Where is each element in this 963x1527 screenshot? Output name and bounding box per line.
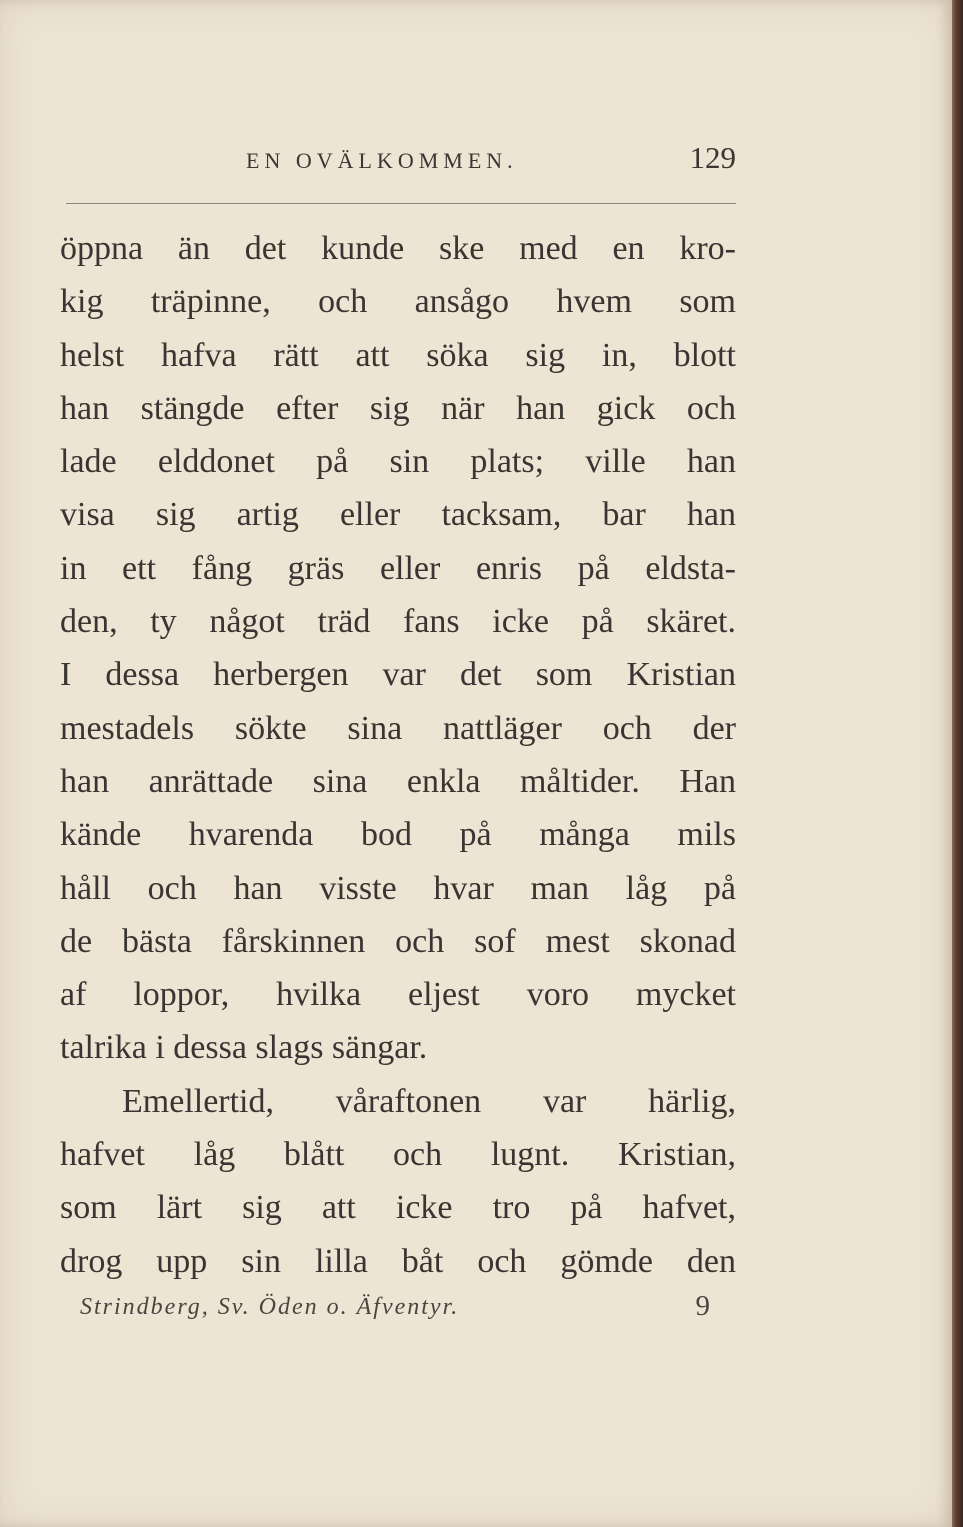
body-text (60, 222, 736, 1288)
text-line: som lärt sig att icke tro på hafvet, (60, 1189, 736, 1227)
text-line: kig träpinne, och ansågo hvem som (60, 283, 736, 321)
running-title: EN OVÄLKOMMEN. (246, 148, 518, 173)
text-line: drog upp sin lilla båt och gömde den (60, 1242, 736, 1280)
text-line: han stängde efter sig när han gick och (60, 389, 736, 427)
text-line: Emellertid, våraftonen var härlig, (122, 1082, 736, 1120)
text-line: in ett fång gräs eller enris på eldsta- (60, 549, 736, 587)
text-line: mestadels sökte sina nattläger och der (60, 709, 736, 747)
text-line: de bästa fårskinnen och sof mest skonad (60, 922, 736, 960)
text-line: hafvet låg blått och lugnt. Kristian, (60, 1136, 736, 1174)
sheet-number: 9 (695, 1290, 710, 1322)
text-line: helst hafva rätt att söka sig in, blott (60, 336, 736, 374)
page-number: 129 (689, 140, 736, 175)
text-line: visa sig artig eller tacksam, bar han (60, 496, 736, 534)
page-footer (60, 1290, 710, 1330)
text-line: håll och han visste hvar man låg på (60, 869, 736, 907)
text-line: den, ty något träd fans icke på skäret. (60, 603, 736, 641)
text-line: han anrättade sina enkla måltider. Han (60, 762, 736, 800)
text-line: kände hvarenda bod på många mils (60, 816, 736, 854)
running-head (60, 140, 736, 180)
text-line: I dessa herbergen var det som Kristian (60, 656, 736, 694)
text-line: talrika i dessa slags sängar. (60, 1029, 428, 1067)
signature-mark: Strindberg, Sv. Öden o. Äfventyr. (80, 1294, 460, 1320)
text-line: af loppor, hvilka eljest voro mycket (60, 976, 736, 1014)
page-edge (952, 0, 963, 1527)
header-rule (66, 203, 736, 204)
text-line: lade elddonet på sin plats; ville han (60, 443, 736, 481)
text-line: öppna än det kunde ske med en kro- (60, 230, 736, 267)
